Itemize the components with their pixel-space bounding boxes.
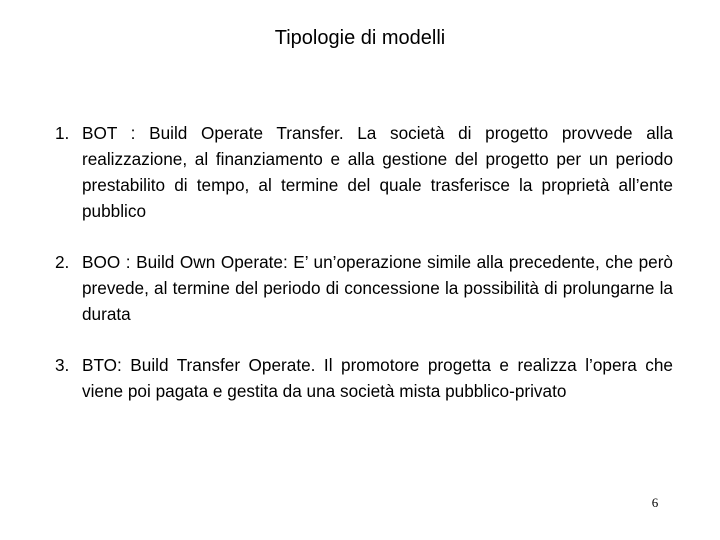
list-item-number: 3. — [55, 355, 70, 375]
list-item-text: BOO : Build Own Operate: E’ un’operazione simile alla precedente, che però prevede, al termine del periodo di concessione la possibilità di prolungarne la durata — [82, 252, 673, 324]
list-item-number: 2. — [55, 252, 70, 272]
list-item-boo — [55, 249, 673, 327]
page-number: 6 — [651, 495, 659, 510]
model-list — [55, 120, 673, 404]
slide-title: Tipologie di modelli — [274, 27, 446, 49]
list-item-text: BOT : Build Operate Transfer. La società di progetto provvede alla realizzazione, al finanziamento e alla gestione del progetto per un periodo prestabilito di tempo, al termine del quale trasferisce la proprietà all’ente pubblico — [82, 123, 673, 221]
list-item-bot — [55, 120, 673, 224]
list-item-number: 1. — [55, 123, 70, 143]
list-item-bto — [55, 352, 673, 404]
list-item-text: BTO: Build Transfer Operate. Il promotore progetta e realizza l’opera che viene poi pagata e gestita da una società mista pubblico-privato — [82, 355, 673, 401]
